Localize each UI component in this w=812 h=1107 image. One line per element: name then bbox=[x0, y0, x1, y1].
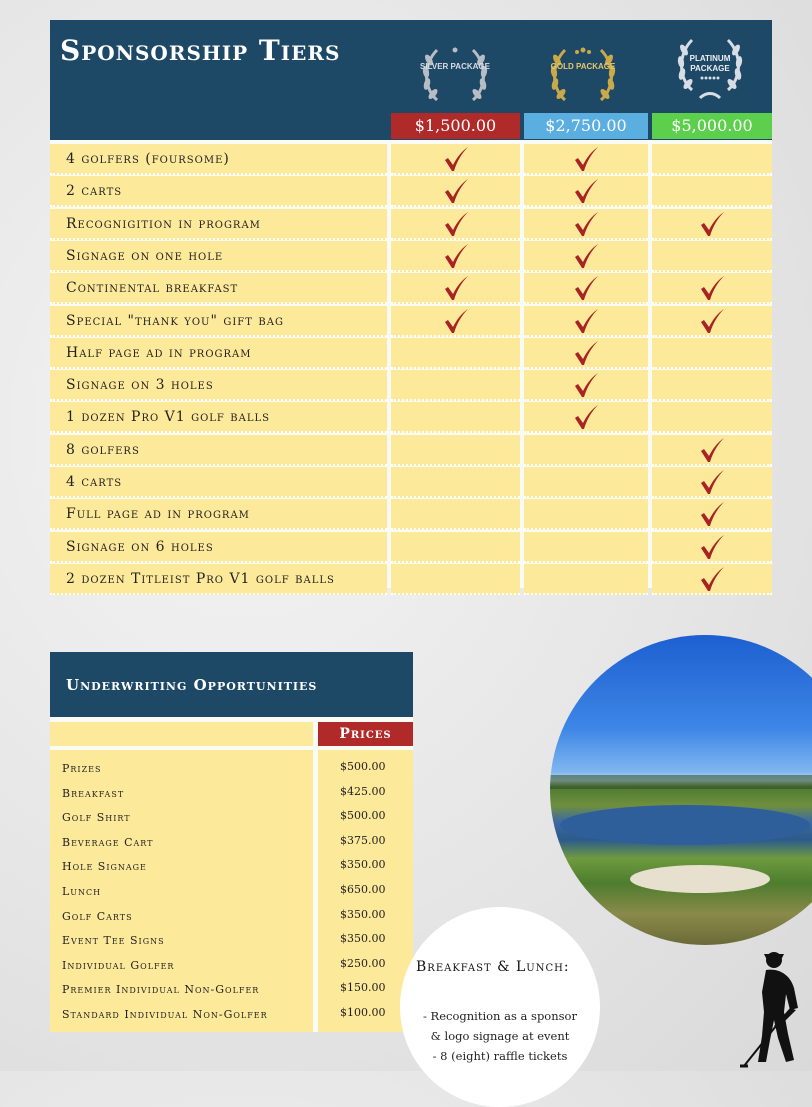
tier-cell bbox=[391, 273, 520, 304]
sponsorship-header bbox=[50, 20, 772, 140]
underwriting-item-price: $350.00 bbox=[340, 932, 386, 946]
tier-cell bbox=[524, 144, 648, 175]
checkmark-icon bbox=[699, 501, 725, 527]
underwriting-row bbox=[50, 906, 413, 930]
golf-course-photo bbox=[550, 635, 812, 945]
underwriting-item-name: Breakfast bbox=[62, 786, 125, 800]
tier-cell bbox=[391, 370, 520, 401]
tier-cell bbox=[391, 467, 520, 498]
underwriting-row bbox=[50, 832, 413, 856]
tier-cell bbox=[524, 241, 648, 272]
tier-row bbox=[50, 273, 772, 304]
checkmark-icon bbox=[573, 211, 599, 237]
tier-cell bbox=[652, 564, 772, 595]
underwriting-title: Underwriting Opportunities bbox=[66, 676, 318, 694]
tier-cell bbox=[524, 532, 648, 563]
tier-cell bbox=[391, 402, 520, 433]
checkmark-icon bbox=[443, 308, 469, 334]
platinum-badge-icon bbox=[672, 28, 748, 104]
checkmark-icon bbox=[573, 308, 599, 334]
underwriting-item-name: Prizes bbox=[62, 762, 102, 775]
underwriting-item-price: $650.00 bbox=[340, 883, 386, 896]
underwriting-row bbox=[50, 758, 413, 782]
underwriting-item-price: $350.00 bbox=[340, 858, 386, 872]
tier-cell bbox=[652, 532, 772, 563]
checkmark-icon bbox=[699, 275, 725, 301]
underwriting-row bbox=[50, 807, 413, 831]
underwriting-item-name: Golf Carts bbox=[62, 909, 133, 923]
tier-row-label: Signage on 3 holes bbox=[50, 370, 387, 401]
tier-cell bbox=[652, 338, 772, 369]
checkmark-icon bbox=[443, 146, 469, 172]
golf-course-photo-circle bbox=[550, 635, 812, 945]
tier-cell bbox=[391, 499, 520, 530]
checkmark-icon bbox=[573, 340, 599, 366]
tier-cell bbox=[524, 176, 648, 207]
tier-row-label: 2 dozen Titleist Pro V1 golf balls bbox=[50, 564, 387, 595]
platinum-price: $5,000.00 bbox=[652, 113, 772, 139]
tier-cell bbox=[391, 564, 520, 595]
tier-cell bbox=[391, 144, 520, 175]
tier-cell bbox=[391, 435, 520, 466]
underwriting-row bbox=[50, 955, 413, 979]
checkmark-icon bbox=[699, 534, 725, 560]
tier-row bbox=[50, 144, 772, 175]
underwriting-item-name: Individual Golfer bbox=[62, 958, 175, 972]
silver-price: $1,500.00 bbox=[391, 113, 520, 139]
golfer-silhouette-icon bbox=[738, 948, 812, 1071]
tier-row bbox=[50, 370, 772, 401]
checkmark-icon bbox=[699, 308, 725, 334]
tier-row-label: 4 carts bbox=[50, 467, 387, 498]
underwriting-row bbox=[50, 930, 413, 954]
underwriting-row bbox=[50, 856, 413, 880]
tier-cell bbox=[524, 402, 648, 433]
tier-row bbox=[50, 564, 772, 595]
tier-cell bbox=[652, 273, 772, 304]
tier-row-label: Signage on 6 holes bbox=[50, 532, 387, 563]
tier-row-label: Signage on one hole bbox=[50, 241, 387, 272]
underwriting-item-name: Event Tee Signs bbox=[62, 934, 165, 948]
tier-cell bbox=[652, 241, 772, 272]
tier-cell bbox=[391, 209, 520, 240]
tier-cell bbox=[391, 306, 520, 337]
silver-badge-text: SILVER PACKAGE bbox=[420, 62, 490, 71]
bunker bbox=[630, 865, 770, 893]
underwriting-row bbox=[50, 979, 413, 1003]
tier-cell bbox=[652, 499, 772, 530]
tier-cell bbox=[652, 402, 772, 433]
tier-cell bbox=[652, 209, 772, 240]
underwriting-row bbox=[50, 1004, 413, 1028]
underwriting-header bbox=[50, 652, 413, 717]
tier-cell bbox=[652, 467, 772, 498]
treeline bbox=[550, 775, 812, 789]
checkmark-icon bbox=[699, 211, 725, 237]
checkmark-icon bbox=[573, 243, 599, 269]
tier-cell bbox=[391, 532, 520, 563]
tier-row-label: 1 dozen Pro V1 golf balls bbox=[50, 402, 387, 433]
tier-cell bbox=[524, 499, 648, 530]
tier-cell bbox=[524, 564, 648, 595]
checkmark-icon bbox=[573, 404, 599, 430]
underwriting-row bbox=[50, 783, 413, 807]
underwriting-item-name: Hole Signage bbox=[62, 860, 147, 874]
checkmark-icon bbox=[699, 566, 725, 592]
underwriting-item-price: $500.00 bbox=[340, 809, 386, 823]
platinum-badge-text: PLATINUM PACKAGE bbox=[689, 54, 731, 73]
checkmark-icon bbox=[443, 275, 469, 301]
tier-row bbox=[50, 467, 772, 498]
underwriting-table bbox=[50, 652, 413, 1032]
tier-row bbox=[50, 532, 772, 563]
tier-cell bbox=[652, 144, 772, 175]
tier-cell bbox=[652, 306, 772, 337]
tier-cell bbox=[391, 176, 520, 207]
underwriting-item-name: Standard Individual Non-Golfer bbox=[62, 1008, 268, 1021]
tier-row-label: Recognigition in program bbox=[50, 209, 387, 240]
underwriting-item-price: $150.00 bbox=[340, 981, 386, 995]
note-line: & logo signage at event bbox=[430, 1029, 570, 1043]
note-line: - Recognition as a sponsor bbox=[423, 1009, 577, 1023]
underwriting-item-name: Beverage Cart bbox=[62, 835, 154, 849]
checkmark-icon bbox=[443, 243, 469, 269]
tier-cell bbox=[391, 338, 520, 369]
underwriting-item-price: $425.00 bbox=[340, 784, 386, 798]
checkmark-icon bbox=[573, 275, 599, 301]
underwriting-item-name: Premier Individual Non-Golfer bbox=[62, 983, 260, 997]
tier-cell bbox=[524, 306, 648, 337]
tier-cell bbox=[524, 273, 648, 304]
tier-cell bbox=[652, 370, 772, 401]
tier-cell bbox=[652, 435, 772, 466]
checkmark-icon bbox=[573, 372, 599, 398]
tier-cell bbox=[391, 241, 520, 272]
silver-badge-icon bbox=[417, 38, 493, 114]
breakfast-lunch-note bbox=[400, 907, 600, 1107]
tier-row bbox=[50, 435, 772, 466]
tier-row-label: Special "thank you" gift bag bbox=[50, 306, 387, 337]
checkmark-icon bbox=[699, 437, 725, 463]
tier-cell bbox=[524, 338, 648, 369]
prices-header: Prices bbox=[318, 722, 413, 746]
tier-cell bbox=[524, 209, 648, 240]
tier-cell bbox=[524, 435, 648, 466]
underwriting-item-price: $250.00 bbox=[340, 956, 386, 970]
underwriting-row bbox=[50, 881, 413, 905]
gold-price: $2,750.00 bbox=[524, 113, 648, 139]
gold-badge-icon bbox=[545, 38, 621, 114]
underwriting-item-price: $350.00 bbox=[340, 907, 386, 921]
tier-cell bbox=[524, 467, 648, 498]
tier-cell bbox=[652, 176, 772, 207]
tier-row-label: 4 golfers (foursome) bbox=[50, 144, 387, 175]
sponsorship-title: Sponsorship Tiers bbox=[60, 34, 341, 67]
tier-row-label: Full page ad in program bbox=[50, 499, 387, 530]
underwriting-item-name: Golf Shirt bbox=[62, 811, 131, 825]
underwriting-item-price: $500.00 bbox=[340, 760, 386, 773]
underwriting-blank-cell bbox=[50, 722, 313, 746]
tier-row-label: 8 golfers bbox=[50, 435, 387, 466]
underwriting-item-price: $100.00 bbox=[340, 1006, 386, 1019]
sponsorship-table bbox=[50, 20, 772, 588]
tier-row bbox=[50, 176, 772, 207]
lake bbox=[560, 805, 810, 845]
tier-row-label: Continental breakfast bbox=[50, 273, 387, 304]
tier-row bbox=[50, 402, 772, 433]
checkmark-icon bbox=[699, 469, 725, 495]
tier-row-label: Half page ad in program bbox=[50, 338, 387, 369]
note-title: Breakfast & Lunch: bbox=[416, 959, 570, 975]
checkmark-icon bbox=[443, 178, 469, 204]
underwriting-item-name: Lunch bbox=[62, 885, 102, 898]
tier-row-label: 2 carts bbox=[50, 176, 387, 207]
tier-row bbox=[50, 306, 772, 337]
tier-row bbox=[50, 499, 772, 530]
checkmark-icon bbox=[573, 146, 599, 172]
tier-cell bbox=[524, 370, 648, 401]
tier-row bbox=[50, 338, 772, 369]
gold-badge-text: GOLD PACKAGE bbox=[550, 62, 616, 71]
underwriting-item-price: $375.00 bbox=[340, 833, 386, 847]
checkmark-icon bbox=[443, 211, 469, 237]
checkmark-icon bbox=[573, 178, 599, 204]
note-line: - 8 (eight) raffle tickets bbox=[432, 1049, 568, 1063]
tier-row bbox=[50, 241, 772, 272]
tier-row bbox=[50, 209, 772, 240]
